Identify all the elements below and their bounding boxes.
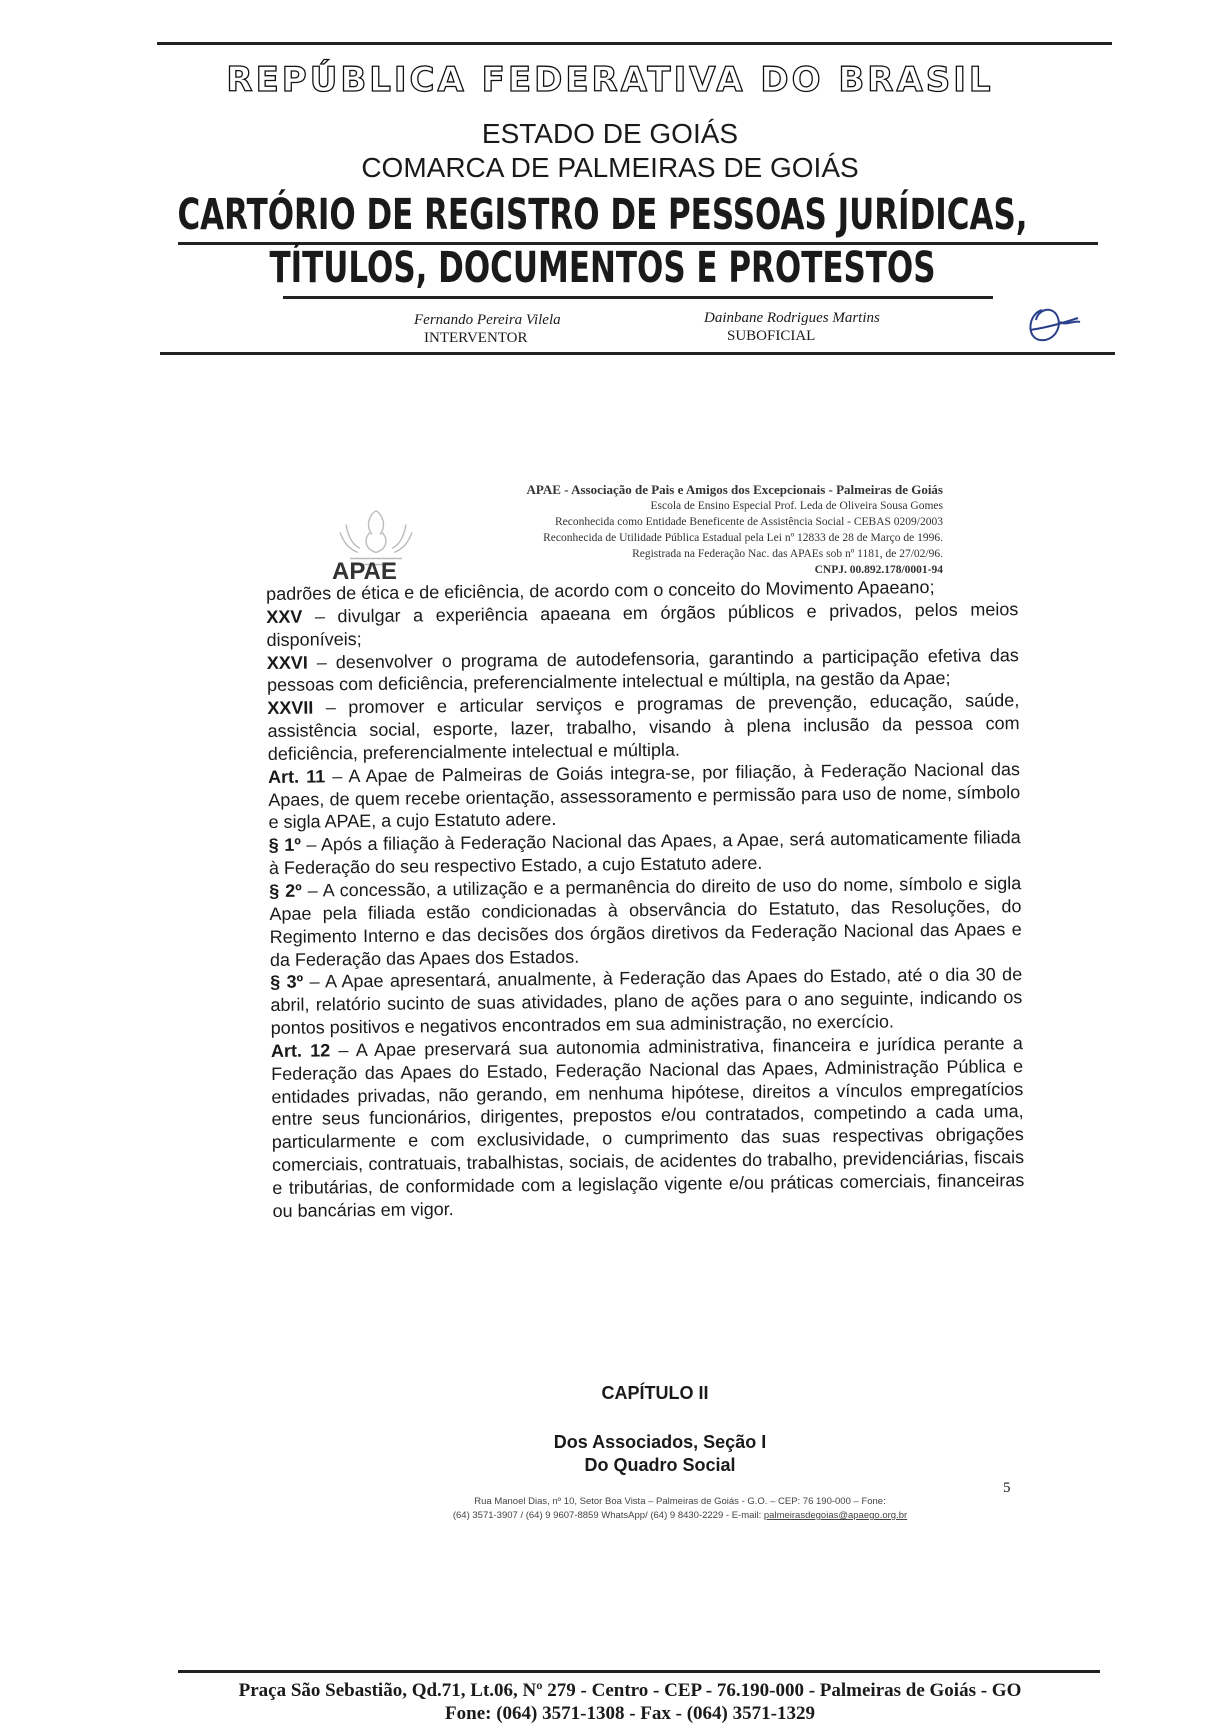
article-12 bbox=[271, 1032, 1025, 1223]
paragraph-1-text: – Após a filiação à Federação Nacional das Apaes, a Apae, será automaticamente filiada à Federação do seu respectivo Estado, a cujo Estatuto adere. bbox=[268, 827, 1021, 879]
apae-logo-text: APAE bbox=[332, 558, 397, 585]
statute-body bbox=[266, 575, 1025, 1222]
apae-line5: Registrada na Federação Nac. das APAEs sob nº 1181, de 27/02/96. bbox=[632, 548, 943, 560]
paragraph-3 bbox=[270, 963, 1023, 1039]
chapter-title: CAPÍTULO II bbox=[601, 1383, 709, 1403]
article-12-label: Art. 12 bbox=[270, 1040, 331, 1061]
item-xxv bbox=[266, 598, 1018, 652]
suboficial-title: SUBOFICIAL bbox=[727, 328, 816, 344]
republica-heading: REPÚBLICA FEDERATIVA DO BRASIL bbox=[226, 60, 994, 100]
comarca-heading: COMARCA DE PALMEIRAS DE GOIÁS bbox=[361, 152, 859, 183]
paragraph-1-label: § 1º bbox=[268, 834, 301, 856]
article-12-text: – A Apae preservará sua autonomia administrativa, financeira e jurídica perante a Federação das Apaes do Estado, Federação Nacional das Apaes, Administração Pública e entidades privadas, não gerando, em nenhuma hipótese, direitos a vínculos empregatícios entre seus funcionários, dirigentes, prepostos e/ou contratados, competindo a cada uma, particularmente e com exclusividade, o cumprimento das suas respectivas obrigações comerciais, contratuais, trabalhistas, sociais, de acidentes do trabalho, previdenciárias, fiscais e tributárias, de conformidade com a legislação vigente e/ou práticas comerciais, financeiras ou bancárias em vigor. bbox=[271, 1032, 1025, 1221]
chapter-section: Dos Associados, Seção I bbox=[553, 1432, 767, 1452]
top-rule bbox=[157, 42, 1112, 45]
apae-contact-phones: (64) 3571-3907 / (64) 9 9607-8859 WhatsApp/ (64) 9 8430-2229 - E-mail: bbox=[452, 1510, 764, 1521]
interventor-title: INTERVENTOR bbox=[424, 330, 528, 346]
article-11-label: Art. 11 bbox=[267, 766, 326, 787]
apae-email-link[interactable]: palmeirasdegoias@apaego.org.br bbox=[763, 1510, 908, 1521]
paragraph-padroes: padrões de ética e de eficiência, de acordo com o conceito do Movimento Apaeano; bbox=[266, 577, 935, 604]
footer-address: Praça São Sebastião, Qd.71, Lt.06, Nº 279 - Centro - CEP - 76.190-000 - Palmeiras de Goiás - GO bbox=[238, 1680, 1022, 1701]
apae-contact-line2 bbox=[380, 1509, 980, 1523]
item-xxv-text: – divulgar a experiência apaeana em órgãos públicos e privados, pelos meios disponíveis; bbox=[266, 598, 1019, 650]
item-xxvii bbox=[267, 689, 1020, 765]
item-xxvi-label: XXVI bbox=[266, 652, 308, 673]
paragraph-3-label: § 3º bbox=[270, 971, 304, 993]
item-xxvii-label: XXVII bbox=[267, 697, 314, 719]
paragraph-2-label: § 2º bbox=[269, 880, 302, 901]
page-number: 5 bbox=[1003, 1480, 1011, 1496]
item-xxv-label: XXV bbox=[266, 606, 303, 627]
apae-line3: Reconhecida como Entidade Beneficente de Assistência Social - CEBAS 0209/2003 bbox=[554, 516, 943, 528]
item-xxvi bbox=[267, 644, 1019, 698]
article-11-text: – A Apae de Palmeiras de Goiás integra-se, por filiação, à Federação Nacional das Apaes, de quem recebe orientação, assessoramento e permissão para uso de nome, símbolo e sigla APAE, a cujo Estatuto adere. bbox=[268, 758, 1021, 833]
apae-letterhead bbox=[527, 482, 943, 578]
estado-heading: ESTADO DE GOIÁS bbox=[481, 118, 739, 149]
article-11 bbox=[268, 758, 1021, 834]
apae-line4: Reconhecida de Utilidade Pública Estadual pela Lei nº 12833 de 28 de Março de 1996. bbox=[543, 532, 943, 544]
apae-line2: Escola de Ensino Especial Prof. Leda de Oliveira Sousa Gomes bbox=[650, 500, 943, 512]
title-underline-2 bbox=[283, 296, 993, 299]
suboficial-name: Dainbane Rodrigues Martins bbox=[704, 310, 880, 326]
footer-phones: Fone: (064) 3571-1308 - Fax - (064) 3571-1329 bbox=[445, 1703, 815, 1724]
paragraph-2 bbox=[269, 872, 1022, 971]
apae-line1: APAE - Associação de Pais e Amigos dos Excepcionais - Palmeiras de Goiás bbox=[526, 482, 943, 497]
apae-contact bbox=[380, 1495, 980, 1523]
cartorio-title-line1: CARTÓRIO DE REGISTRO DE PESSOAS JURÍDICAS, bbox=[177, 190, 1028, 240]
item-xxvi-text: – desenvolver o programa de autodefensoria, garantindo a participação efetiva das pessoas com deficiência, preferencialmente intelectual e múltipla, na gestão da Apae; bbox=[266, 644, 1019, 696]
paragraph-1 bbox=[269, 826, 1021, 880]
item-xxvii-text: – promover e articular serviços e programas de prevenção, educação, saúde, assistência social, esporte, lazer, trabalho, visando à plena inclusão da pessoa com deficiência, preferencialmente intelectual e múltipla. bbox=[267, 690, 1020, 764]
apae-contact-line1: Rua Manoel Dias, nº 10, Setor Boa Vista – Palmeiras de Goiás - G.O. – CEP: 76 190-000 – Fone: bbox=[474, 1496, 886, 1507]
paragraph-2-text: – A concessão, a utilização e a permanência do direito de uso do nome, símbolo e sigla Apae pela filiada estão condicionadas à observância do Estatuto, das Resoluções, do Regimento Interno e das decisões dos órgãos diretivos da Federação Nacional das Apaes e da Federação das Apaes dos Estados. bbox=[269, 873, 1022, 970]
apae-line6: CNPJ. 00.892.178/0001-94 bbox=[814, 564, 943, 576]
header-bottom-rule bbox=[160, 352, 1115, 355]
paragraph-3-text: – A Apae apresentará, anualmente, à Federação das Apaes do Estado, até o dia 30 de abril, relatório sucinto de suas atividades, plano de ações para o ano seguinte, indicando os pontos positivos e negativos encontrados em sua administração, no exercício. bbox=[270, 964, 1023, 1039]
cartorio-title-line2: TÍTULOS, DOCUMENTOS E PROTESTOS bbox=[269, 243, 936, 293]
footer-rule bbox=[178, 1670, 1100, 1673]
chapter-subtitle: Do Quadro Social bbox=[584, 1455, 736, 1475]
interventor-name: Fernando Pereira Vilela bbox=[414, 312, 561, 328]
handwritten-initials-icon bbox=[1020, 300, 1090, 350]
